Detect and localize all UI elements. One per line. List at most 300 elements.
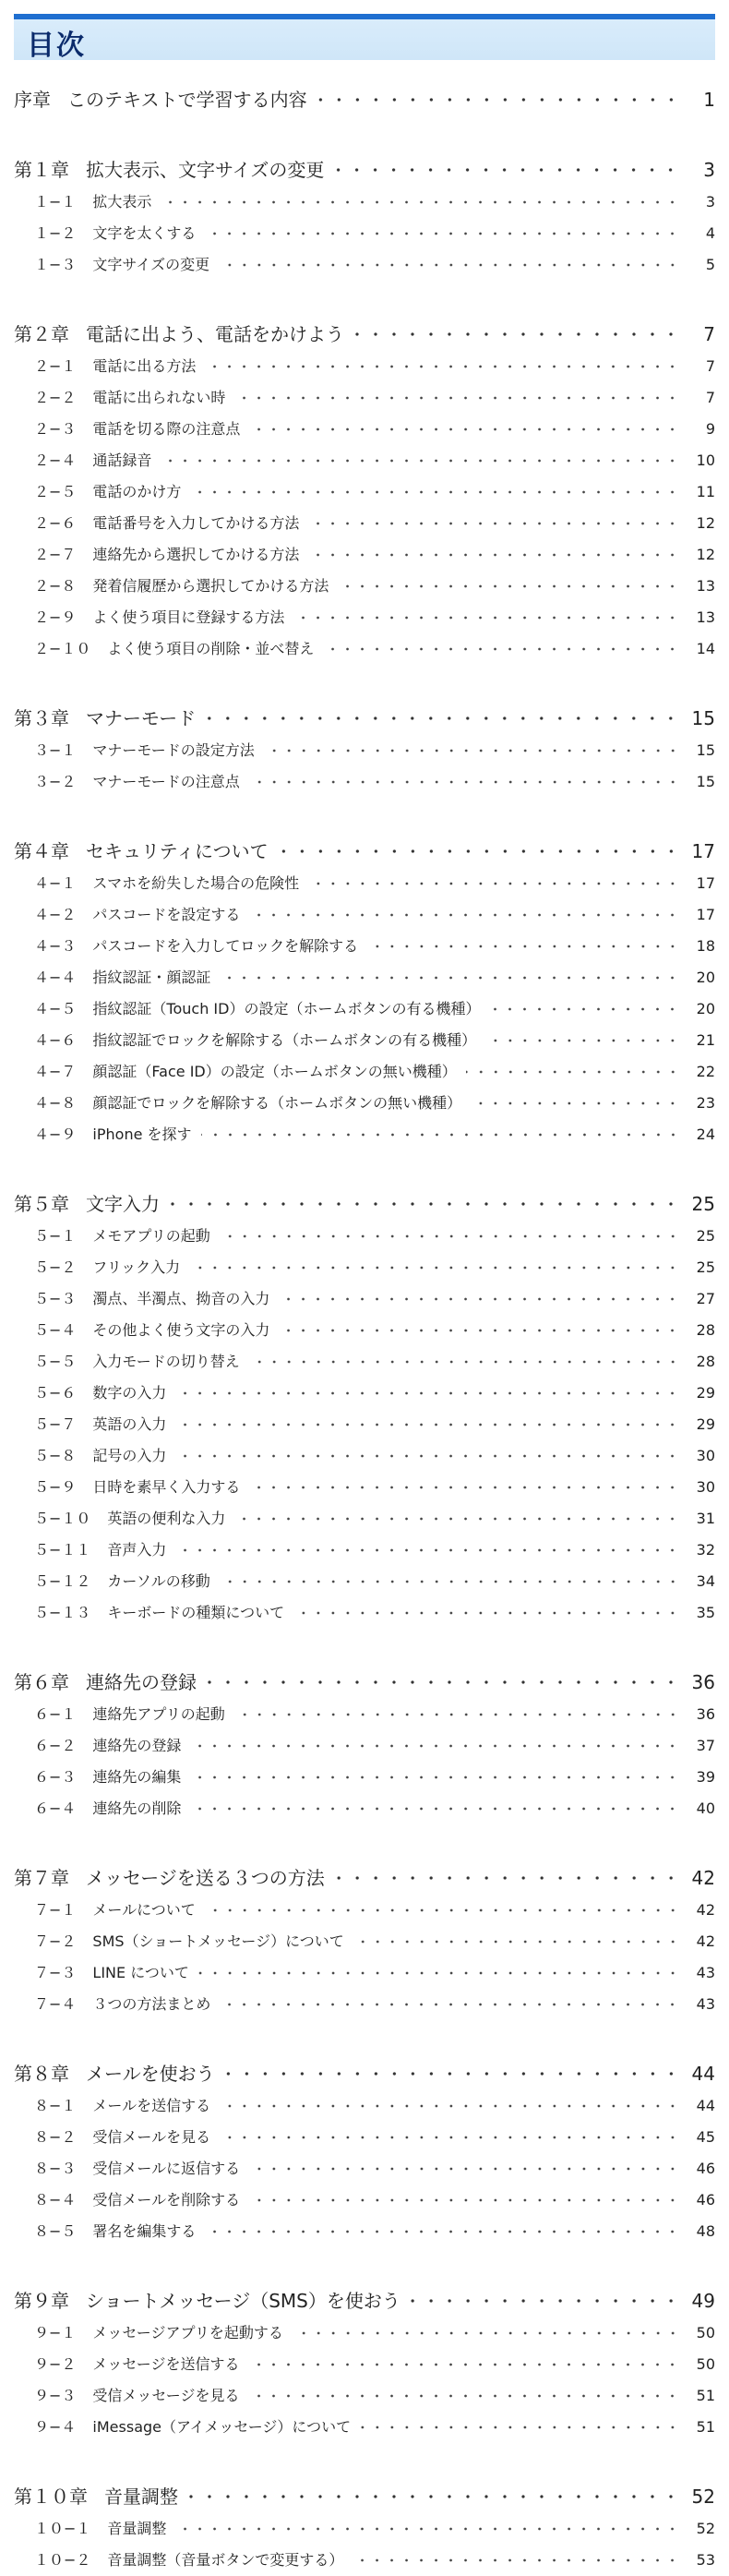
- section-label: マナーモードの注意点: [92, 773, 240, 790]
- toc-section-row[interactable]: [14, 1346, 715, 1378]
- section-number: １−３: [34, 256, 77, 273]
- toc-section-row[interactable]: [14, 633, 715, 665]
- section-label: 音声入力: [107, 1541, 167, 1559]
- section-label: 連絡先の登録: [92, 1737, 182, 1754]
- toc-section-row[interactable]: [14, 1221, 715, 1252]
- chapter-label: 拡大表示、文字サイズの変更: [86, 159, 325, 181]
- chapter-number: 第９章: [14, 2290, 69, 2312]
- section-page-number: 29: [696, 1415, 715, 1433]
- section-page-number: 30: [696, 1447, 715, 1464]
- dot-leader: [308, 550, 680, 560]
- section-label: LINE について: [92, 1964, 189, 1981]
- section-page-number: 28: [696, 1353, 715, 1370]
- section-page-number: 20: [696, 969, 715, 986]
- toc-section-row[interactable]: [14, 1535, 715, 1566]
- chapter-label: 連絡先の登録: [86, 1671, 197, 1693]
- chapter-label: メールを使おう: [86, 2063, 215, 2085]
- chapter-page-number: 7: [703, 323, 715, 345]
- chapter-number: 第７章: [14, 1867, 69, 1889]
- dot-leader: [220, 973, 680, 982]
- section-page-number: 50: [696, 2355, 715, 2373]
- dot-leader: [219, 260, 680, 270]
- section-page-number: 11: [696, 483, 715, 500]
- section-label: 通話録音: [92, 451, 152, 469]
- toc-section-row[interactable]: [14, 382, 715, 414]
- section-label: メモアプリの起動: [92, 1227, 210, 1245]
- toc-section-row[interactable]: [14, 2216, 715, 2247]
- section-page-number: 23: [696, 1094, 715, 1112]
- dot-leader: [308, 879, 680, 888]
- section-number: ８−５: [34, 2222, 77, 2240]
- section-page-number: 12: [696, 546, 715, 563]
- chapter-spacer: [14, 1824, 715, 1861]
- chapter-number: 第１章: [14, 159, 69, 181]
- section-page-number: 43: [696, 1995, 715, 2013]
- chapter-page-number: 1: [703, 89, 715, 111]
- section-page-number: 25: [696, 1227, 715, 1245]
- dot-leader: [485, 1036, 680, 1045]
- chapter-page-number: 15: [691, 707, 715, 729]
- chapter-number: 第２章: [14, 323, 69, 345]
- section-label: メッセージを送信する: [92, 2355, 240, 2373]
- chapter-number: 第８章: [14, 2063, 69, 2085]
- dot-leader: [190, 1741, 680, 1751]
- section-page-number: 44: [696, 2097, 715, 2114]
- section-label: 受信メールを見る: [92, 2128, 211, 2146]
- toc-section-row[interactable]: [14, 2122, 715, 2153]
- section-page-number: 50: [696, 2324, 715, 2341]
- dot-leader: [353, 330, 680, 339]
- dot-leader: [175, 1420, 680, 1429]
- section-label: 日時を素早く入力する: [92, 1478, 241, 1496]
- toc-chapter-row[interactable]: [14, 702, 715, 735]
- section-number: ４−６: [34, 1031, 77, 1049]
- dot-leader: [205, 362, 680, 371]
- section-page-number: 32: [696, 1541, 715, 1559]
- section-number: ４−３: [34, 937, 77, 955]
- toc-section-row[interactable]: [14, 1762, 715, 1793]
- section-label: メッセージアプリを起動する: [92, 2324, 283, 2341]
- section-page-number: 4: [705, 224, 715, 242]
- toc-section-row[interactable]: [14, 1566, 715, 1597]
- section-page-number: 36: [696, 1705, 715, 1723]
- dot-leader: [279, 1326, 680, 1335]
- dot-leader: [190, 1773, 680, 1782]
- chapter-spacer: [14, 2247, 715, 2284]
- section-label: 受信メールを削除する: [92, 2191, 241, 2209]
- section-page-number: 10: [696, 451, 715, 469]
- section-number: ２−４: [34, 451, 77, 469]
- section-page-number: 28: [696, 1321, 715, 1339]
- toc-section-row[interactable]: [14, 1472, 715, 1503]
- chapter-number: 第６章: [14, 1671, 69, 1693]
- section-number: ６−３: [34, 1768, 77, 1786]
- toc-chapter-row[interactable]: [14, 2057, 715, 2090]
- section-number: １−１: [34, 193, 77, 211]
- section-number: ５−３: [34, 1290, 77, 1307]
- section-label: 電話番号を入力してかける方法: [92, 514, 300, 532]
- section-page-number: 3: [705, 193, 715, 211]
- dot-leader: [234, 1514, 680, 1523]
- chapter-spacer: [14, 665, 715, 702]
- toc-chapter-row[interactable]: [14, 835, 715, 868]
- dot-leader: [190, 1804, 680, 1813]
- section-number: ４−９: [34, 1125, 77, 1143]
- toc-section-row[interactable]: [14, 1989, 715, 2020]
- toc-section-row[interactable]: [14, 2090, 715, 2122]
- toc-chapter-row[interactable]: [14, 2284, 715, 2317]
- dot-leader: [264, 746, 680, 755]
- toc-section-row[interactable]: [14, 2185, 715, 2216]
- chapter-page-number: 44: [691, 2063, 715, 2085]
- dot-leader: [205, 2227, 680, 2236]
- section-label: マナーモードの設定方法: [92, 741, 255, 759]
- chapter-spacer: [14, 798, 715, 835]
- toc-section-row[interactable]: [14, 445, 715, 476]
- dot-leader: [220, 2000, 680, 2009]
- toc-chapter-row[interactable]: [14, 83, 715, 116]
- toc-section-row[interactable]: [14, 2412, 715, 2443]
- chapter-label: マナーモード: [86, 707, 197, 729]
- dot-leader: [220, 2101, 680, 2111]
- section-number: ３−１: [34, 741, 77, 759]
- dot-leader: [353, 2556, 680, 2565]
- chapter-page-number: 3: [703, 159, 715, 181]
- toc-section-row[interactable]: [14, 1056, 715, 1088]
- toc-section-row[interactable]: [14, 735, 715, 766]
- chapter-page-number: 49: [691, 2290, 715, 2312]
- section-label: 拡大表示: [92, 193, 152, 211]
- chapter-spacer: [14, 2443, 715, 2480]
- chapter-spacer: [14, 116, 715, 153]
- section-label: 文字サイズの変更: [92, 256, 210, 273]
- dot-leader: [190, 488, 680, 497]
- dot-leader: [293, 2329, 680, 2338]
- section-number: ２−６: [34, 514, 77, 532]
- section-number: ５−９: [34, 1478, 77, 1496]
- toc-chapter-row[interactable]: [14, 2480, 715, 2513]
- section-label: パスコードを入力してロックを解除する: [92, 937, 359, 955]
- section-label: メールについて: [92, 1901, 196, 1919]
- section-label: iMessage（アイメッセージ）について: [92, 2418, 352, 2436]
- dot-leader: [410, 2296, 680, 2305]
- section-page-number: 7: [705, 389, 715, 406]
- section-number: ９−３: [34, 2387, 77, 2404]
- dot-leader: [360, 2423, 680, 2432]
- toc-section-row[interactable]: [14, 187, 715, 218]
- section-page-number: 30: [696, 1478, 715, 1496]
- toc-section-row[interactable]: [14, 1699, 715, 1730]
- toc-section-row[interactable]: [14, 539, 715, 571]
- chapter-number: 序章: [14, 89, 51, 111]
- section-number: ９−４: [34, 2418, 77, 2436]
- section-number: ９−２: [34, 2355, 77, 2373]
- section-page-number: 17: [696, 874, 715, 892]
- section-number: ４−８: [34, 1094, 77, 1112]
- dot-leader: [175, 1451, 680, 1461]
- section-label: 受信メールに返信する: [92, 2160, 241, 2177]
- chapter-number: 第３章: [14, 707, 69, 729]
- dot-leader: [367, 942, 680, 951]
- section-page-number: 17: [696, 906, 715, 923]
- toc-section-row[interactable]: [14, 1895, 715, 1926]
- section-page-number: 13: [696, 608, 715, 626]
- section-page-number: 46: [696, 2160, 715, 2177]
- section-number: １０−２: [34, 2551, 91, 2569]
- toc-section-row[interactable]: [14, 1503, 715, 1535]
- section-page-number: 48: [696, 2222, 715, 2240]
- toc-section-row[interactable]: [14, 1440, 715, 1472]
- section-page-number: 51: [696, 2387, 715, 2404]
- section-number: １−２: [34, 224, 77, 242]
- chapter-label: 音量調整: [104, 2486, 178, 2508]
- section-label: 顔認証（Face ID）の設定（ホームボタンの無い機種）: [92, 1063, 457, 1080]
- dot-leader: [187, 2492, 680, 2501]
- section-number: ２−３: [34, 420, 77, 438]
- section-label: よく使う項目に登録する方法: [92, 608, 285, 626]
- chapter-label: 文字入力: [86, 1193, 160, 1215]
- section-number: ５−１１: [34, 1541, 91, 1559]
- section-label: 音量調整（音量ボタンで変更する）: [107, 2551, 344, 2569]
- section-number: ５−５: [34, 1353, 77, 1370]
- section-number: ８−３: [34, 2160, 77, 2177]
- section-label: 電話のかけ方: [92, 483, 182, 500]
- section-label: フリック入力: [92, 1258, 181, 1276]
- section-number: ３−２: [34, 773, 77, 790]
- toc-section-row[interactable]: [14, 1409, 715, 1440]
- toc-section-row[interactable]: [14, 993, 715, 1025]
- dot-leader: [175, 1546, 680, 1555]
- section-page-number: 12: [696, 514, 715, 532]
- section-number: ８−４: [34, 2191, 77, 2209]
- section-label: 指紋認証・顔認証: [92, 969, 211, 986]
- section-label: 受信メッセージを見る: [92, 2387, 240, 2404]
- chapter-label: このテキストで学習する内容: [67, 89, 307, 111]
- dot-leader: [249, 425, 680, 434]
- chapter-spacer: [14, 281, 715, 318]
- dot-leader: [249, 910, 680, 920]
- dot-leader: [308, 519, 680, 528]
- chapter-number: 第５章: [14, 1193, 69, 1215]
- toc-section-row[interactable]: [14, 1283, 715, 1315]
- dot-leader: [333, 165, 680, 175]
- section-label: 指紋認証（Touch ID）の設定（ホームボタンの有る機種）: [92, 1000, 481, 1017]
- toc-section-row[interactable]: [14, 2349, 715, 2380]
- section-page-number: 53: [696, 2551, 715, 2569]
- toc-section-row[interactable]: [14, 931, 715, 962]
- page-title: 目次: [27, 30, 86, 62]
- dot-leader: [175, 2524, 680, 2534]
- toc-section-row[interactable]: [14, 1088, 715, 1119]
- dot-leader: [161, 456, 680, 465]
- section-number: ８−１: [34, 2097, 77, 2114]
- toc-section-row[interactable]: [14, 476, 715, 508]
- toc-section-row[interactable]: [14, 2317, 715, 2349]
- chapter-label: 電話に出よう、電話をかけよう: [86, 323, 344, 345]
- section-label: その他よく使う文字の入力: [92, 1321, 270, 1339]
- section-label: SMS（ショートメッセージ）について: [92, 1932, 344, 1950]
- dot-leader: [334, 1873, 680, 1883]
- toc-section-row[interactable]: [14, 766, 715, 798]
- section-number: ９−１: [34, 2324, 77, 2341]
- toc-chapter-row[interactable]: [14, 1666, 715, 1699]
- toc-section-row[interactable]: [14, 1315, 715, 1346]
- toc-section-row[interactable]: [14, 2153, 715, 2185]
- chapter-page-number: 52: [691, 2486, 715, 2508]
- section-label: 入力モードの切り替え: [92, 1353, 240, 1370]
- section-label: 連絡先の削除: [92, 1800, 182, 1817]
- toc-section-row[interactable]: [14, 2545, 715, 2576]
- table-of-contents: [14, 83, 715, 2576]
- dot-leader: [175, 1389, 680, 1398]
- toc-chapter-row[interactable]: [14, 318, 715, 351]
- toc-section-row[interactable]: [14, 1793, 715, 1824]
- section-page-number: 25: [696, 1258, 715, 1276]
- chapter-page-number: 17: [691, 840, 715, 862]
- section-label: スマホを紛失した場合の危険性: [92, 874, 300, 892]
- section-page-number: 43: [696, 1964, 715, 1981]
- chapter-page-number: 36: [691, 1671, 715, 1693]
- toc-section-row[interactable]: [14, 962, 715, 993]
- toc-section-row[interactable]: [14, 1252, 715, 1283]
- section-page-number: 35: [696, 1604, 715, 1621]
- toc-section-row[interactable]: [14, 1025, 715, 1056]
- section-label: ３つの方法まとめ: [92, 1995, 211, 2013]
- section-number: ５−１２: [34, 1572, 91, 1590]
- section-label: 連絡先から選択してかける方法: [92, 546, 300, 563]
- dot-leader: [323, 644, 680, 654]
- section-number: １０−１: [34, 2520, 91, 2537]
- dot-leader: [234, 393, 680, 403]
- section-number: ２−５: [34, 483, 77, 500]
- section-label: 英語の入力: [92, 1415, 167, 1433]
- dot-leader: [353, 1937, 680, 1946]
- section-label: 電話を切る際の注意点: [92, 420, 241, 438]
- chapter-page-number: 42: [691, 1867, 715, 1889]
- section-number: ６−２: [34, 1737, 77, 1754]
- section-page-number: 45: [696, 2128, 715, 2146]
- dot-leader: [234, 1710, 680, 1719]
- section-label: カーソルの移動: [107, 1572, 210, 1590]
- section-label: 電話に出られない時: [92, 389, 226, 406]
- section-number: ６−４: [34, 1800, 77, 1817]
- toc-section-row[interactable]: [14, 1378, 715, 1409]
- dot-leader: [466, 1067, 680, 1077]
- dot-leader: [220, 1232, 680, 1241]
- section-page-number: 29: [696, 1384, 715, 1402]
- section-number: ２−１０: [34, 640, 91, 657]
- dot-leader: [471, 1099, 680, 1108]
- toc-section-row[interactable]: [14, 508, 715, 539]
- toc-section-row[interactable]: [14, 602, 715, 633]
- dot-leader: [489, 1005, 680, 1014]
- section-number: ７−４: [34, 1995, 77, 2013]
- toc-section-row[interactable]: [14, 1730, 715, 1762]
- toc-section-row[interactable]: [14, 2380, 715, 2412]
- toc-chapter-row[interactable]: [14, 1187, 715, 1221]
- toc-section-row[interactable]: [14, 414, 715, 445]
- section-label: 濁点、半濁点、拗音の入力: [92, 1290, 270, 1307]
- dot-leader: [161, 198, 680, 207]
- dot-leader: [249, 1483, 680, 1492]
- section-page-number: 46: [696, 2191, 715, 2209]
- section-label: 署名を編集する: [92, 2222, 197, 2240]
- section-number: ４−７: [34, 1063, 77, 1080]
- section-page-number: 15: [696, 741, 715, 759]
- section-number: ４−４: [34, 969, 77, 986]
- section-label: 電話に出る方法: [92, 357, 197, 375]
- section-number: ４−５: [34, 1000, 77, 1017]
- toc-section-row[interactable]: [14, 351, 715, 382]
- section-page-number: 20: [696, 1000, 715, 1017]
- section-number: ２−７: [34, 546, 77, 563]
- toc-section-row[interactable]: [14, 899, 715, 931]
- dot-leader: [278, 847, 680, 856]
- section-page-number: 9: [705, 420, 715, 438]
- section-number: ２−２: [34, 389, 77, 406]
- chapter-spacer: [14, 1150, 715, 1187]
- section-label: 連絡先アプリの起動: [92, 1705, 225, 1723]
- toc-section-row[interactable]: [14, 571, 715, 602]
- toc-section-row[interactable]: [14, 218, 715, 249]
- section-number: ７−１: [34, 1901, 77, 1919]
- section-number: ４−２: [34, 906, 77, 923]
- dot-leader: [169, 1199, 680, 1209]
- dot-leader: [220, 1577, 680, 1586]
- section-label: よく使う項目の削除・並べ替え: [107, 640, 315, 657]
- dot-leader: [198, 1968, 680, 1978]
- section-page-number: 21: [696, 1031, 715, 1049]
- dot-leader: [317, 95, 680, 104]
- toc-section-row[interactable]: [14, 1957, 715, 1989]
- section-page-number: 5: [705, 256, 715, 273]
- section-page-number: 24: [696, 1125, 715, 1143]
- toc-chapter-row[interactable]: [14, 153, 715, 187]
- dot-leader: [205, 1906, 680, 1915]
- section-label: iPhone を探す: [92, 1125, 192, 1143]
- section-page-number: 15: [696, 773, 715, 790]
- section-number: ７−２: [34, 1932, 77, 1950]
- dot-leader: [248, 2360, 680, 2369]
- toc-section-row[interactable]: [14, 2513, 715, 2545]
- section-number: ７−３: [34, 1964, 77, 1981]
- section-label: 連絡先の編集: [92, 1768, 182, 1786]
- section-number: ５−７: [34, 1415, 77, 1433]
- section-label: 文字を太くする: [92, 224, 197, 242]
- toc-chapter-row[interactable]: [14, 1861, 715, 1895]
- section-label: 記号の入力: [92, 1447, 167, 1464]
- section-label: 指紋認証でロックを解除する（ホームボタンの有る機種）: [92, 1031, 477, 1049]
- section-number: ５−１: [34, 1227, 77, 1245]
- toc-section-row[interactable]: [14, 1926, 715, 1957]
- chapter-label: セキュリティについて: [86, 840, 269, 862]
- toc-section-row[interactable]: [14, 1597, 715, 1629]
- dot-leader: [293, 613, 680, 622]
- section-page-number: 27: [696, 1290, 715, 1307]
- section-label: 発着信履歴から選択してかける方法: [92, 577, 329, 595]
- toc-section-row[interactable]: [14, 868, 715, 899]
- chapter-spacer: [14, 1629, 715, 1666]
- dot-leader: [201, 1130, 680, 1139]
- chapter-spacer: [14, 2020, 715, 2057]
- section-page-number: 22: [696, 1063, 715, 1080]
- section-number: ５−１０: [34, 1510, 91, 1527]
- toc-section-row[interactable]: [14, 1119, 715, 1150]
- dot-leader: [249, 2164, 680, 2173]
- section-number: ８−２: [34, 2128, 77, 2146]
- toc-section-row[interactable]: [14, 249, 715, 281]
- dot-leader: [279, 1294, 680, 1304]
